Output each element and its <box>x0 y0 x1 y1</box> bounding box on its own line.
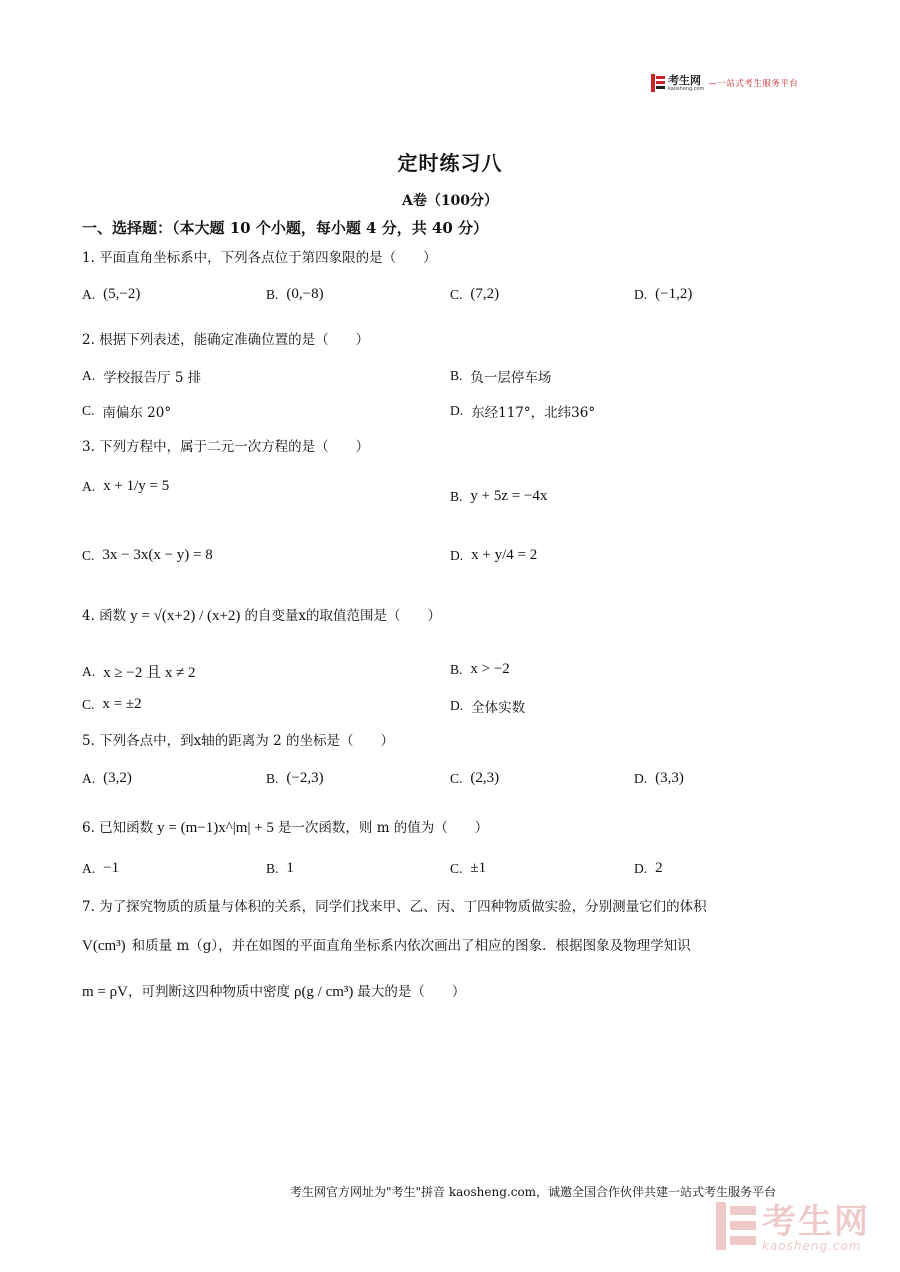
header-logo <box>651 72 798 94</box>
q1-option-b: B. (0,−8) <box>266 286 324 302</box>
page-subtitle: A卷（100分） <box>401 193 499 209</box>
logo-name: 考生网 <box>668 73 701 87</box>
q2-option-d: D. 东经117°，北纬36° <box>450 403 596 421</box>
q4-formula: y = √(x+2) / (x+2) <box>130 608 241 624</box>
watermark-logo-icon <box>716 1202 756 1254</box>
question-3-stem: 3. 下列方程中，属于二元一次方程的是（ ） <box>82 439 370 455</box>
page-title: 定时练习八 <box>397 151 503 175</box>
q1-option-a: A. (5,−2) <box>82 286 141 302</box>
q1-option-c: C. (7,2) <box>450 286 500 302</box>
q6-option-c: C. ±1 <box>450 860 487 876</box>
question-7-line-3: m = ρV ，可判断这四种物质中密度 ρ(g / cm³) 最大的是（ ） <box>82 984 466 1000</box>
question-4-stem: 4. 函数 y = √(x+2) / (x+2) 的自变量x的取值范围是（ ） <box>82 608 442 624</box>
q6-option-b: B. 1 <box>266 860 294 876</box>
question-6-stem: 6. 已知函数 y = (m−1)x^|m| + 5 是一次函数，则 m 的值为（ ） <box>82 820 489 836</box>
q2-option-c: C. 南偏东 20° <box>82 403 172 421</box>
kaosheng-logo-icon <box>651 74 665 92</box>
q4-option-a: A. x ≥ −2 且 x ≠ 2 <box>82 663 196 681</box>
q5-option-b: B. (−2,3) <box>266 770 324 786</box>
q3-option-a: A. x + 1/y = 5 <box>82 478 170 494</box>
question-1-stem: 1. 平面直角坐标系中，下列各点位于第四象限的是（ ） <box>82 250 437 266</box>
question-5-stem: 5. 下列各点中，到x轴的距离为 2 的坐标是（ ） <box>82 733 394 749</box>
q4-option-b: B. x > −2 <box>450 661 510 677</box>
q2-option-a: A. 学校报告厅 5 排 <box>82 368 202 386</box>
q4-option-c: C. x = ±2 <box>82 696 142 712</box>
footer-text: 考生网官方网址为"考生"拼音 kaosheng.com，诚邀全国合作伙伴共建一站式考生服务平台 <box>290 1185 777 1199</box>
q4-option-d: D. 全体实数 <box>450 698 526 716</box>
q5-option-d: D. (3,3) <box>634 770 684 786</box>
q3-option-d: D. x + y/4 = 2 <box>450 547 538 563</box>
watermark-name: 考生网 <box>762 1202 870 1242</box>
logo-domain: kaosheng.com <box>668 85 705 92</box>
q3-option-c: C. 3x − 3x(x − y) = 8 <box>82 547 213 563</box>
q2-option-b: B. 负一层停车场 <box>450 368 552 386</box>
watermark <box>716 1202 870 1254</box>
q5-option-c: C. (2,3) <box>450 770 500 786</box>
question-2-stem: 2. 根据下列表述，能确定准确位置的是（ ） <box>82 332 370 348</box>
q1-option-d: D. (−1,2) <box>634 286 693 302</box>
q6-option-d: D. 2 <box>634 860 663 876</box>
question-7-line-1: 7. 为了探究物质的质量与体积的关系，同学们找来甲、乙、丙、丁四种物质做实验，分别测量它们的体积 <box>82 899 707 915</box>
q5-option-a: A. (3,2) <box>82 770 132 786</box>
q6-formula: y = (m−1)x^|m| + 5 <box>157 820 274 836</box>
q6-option-a: A. −1 <box>82 860 120 876</box>
question-7-line-2: V(cm³) 和质量 m（g），并在如图的平面直角坐标系内依次画出了相应的图象．根据图象及物理学知识 <box>82 938 691 954</box>
watermark-domain: kaosheng.com <box>762 1239 862 1253</box>
header-slogan: —一站式考生服务平台 <box>708 79 799 89</box>
section-heading: 一、选择题：（本大题 10 个小题，每小题 4 分，共 40 分） <box>82 219 489 237</box>
q3-option-b: B. y + 5z = −4x <box>450 488 548 504</box>
